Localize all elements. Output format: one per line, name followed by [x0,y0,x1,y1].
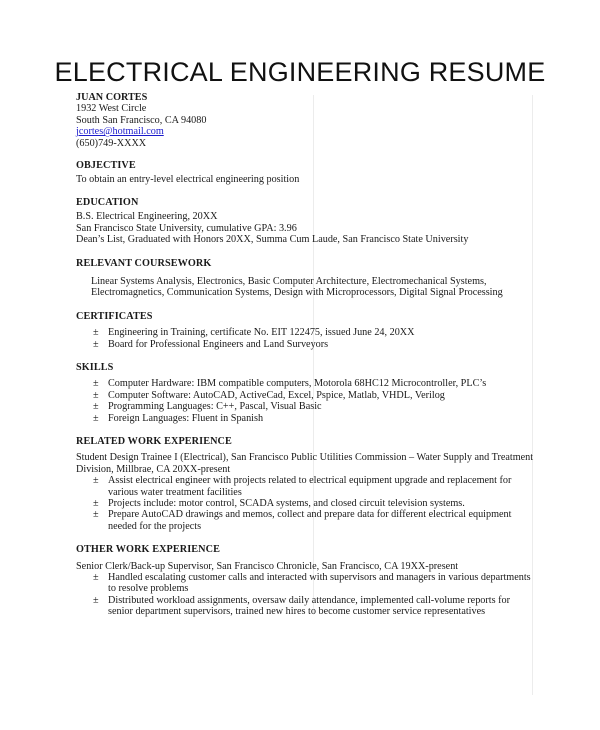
list-item: ± Prepare AutoCAD drawings and memos, collect and prepare data for different electrical equipment needed for the projects [93,509,512,532]
other-experience-section [76,544,546,617]
page-title: ELECTRICAL ENGINEERING RESUME [54,57,546,87]
job-title-line: Division, Millbrae, CA 20XX-present [76,463,231,475]
skills-section [76,362,546,424]
other-experience-heading: OTHER WORK EXPERIENCE [76,544,220,556]
list-item: ± Foreign Languages: Fluent in Spanish [93,412,264,424]
bullet-glyph: ± [93,401,99,413]
education-heading: EDUCATION [76,196,139,208]
list-item: ± Assist electrical engineer with projects related to electrical equipment upgrade and replacement for various water treatment facilities [93,475,512,498]
bullet-glyph: ± [93,412,99,424]
education-line: San Francisco State University, cumulative GPA: 3.96 [76,222,297,234]
contact-block [76,92,546,149]
list-item: ± Computer Software: AutoCAD, ActiveCad, Excel, Pspice, Matlab, VHDL, Verilog [93,389,445,401]
bullet-glyph: ± [93,338,99,350]
coursework-line: Linear Systems Analysis, Electronics, Basic Computer Architecture, Electromechanical Systems, [91,275,487,287]
coursework-heading: RELEVANT COURSEWORK [76,258,212,270]
objective-text: To obtain an entry-level electrical engineering position [76,174,300,186]
certificates-section [76,311,546,350]
bullet-glyph: ± [93,327,99,339]
bullet-glyph: ± [93,572,99,583]
job-title-line: Student Design Trainee I (Electrical), San Francisco Public Utilities Commission – Water Supply and Treatment [76,452,534,464]
resume-content [76,92,546,618]
contact-address-line2: South San Francisco, CA 94080 [76,114,207,126]
contact-address-line1: 1932 West Circle [76,103,147,115]
bullet-glyph: ± [93,594,99,606]
bullet-glyph: ± [93,509,99,521]
coursework-section [76,258,546,298]
list-item: ± Board for Professional Engineers and Land Surveyors [93,338,329,350]
education-line: Dean’s List, Graduated with Honors 20XX, Summa Cum Laude, San Francisco State University [76,234,469,246]
list-item: ± Distributed workload assignments, oversaw daily attendance, implemented call-volume reports for senior department supervisors, trained new hires to become customer service representatives [93,594,511,618]
contact-phone: (650)749-XXXX [76,137,147,149]
list-item: ± Programming Languages: C++, Pascal, Visual Basic [93,401,322,413]
related-experience-heading: RELATED WORK EXPERIENCE [76,435,232,447]
objective-heading: OBJECTIVE [76,160,136,172]
skills-heading: SKILLS [76,361,114,373]
bullet-glyph: ± [93,497,99,509]
certificates-heading: CERTIFICATES [76,310,153,322]
bullet-glyph: ± [93,475,99,487]
education-line: B.S. Electrical Engineering, 20XX [76,211,218,223]
list-item: ± Engineering in Training, certificate No. EIT 122475, issued June 24, 20XX [93,327,415,339]
education-section [76,197,546,246]
related-experience-section [76,436,546,532]
job-title-line: Senior Clerk/Back-up Supervisor, San Francisco Chronicle, San Francisco, CA 19XX-present [76,560,459,572]
list-item: ± Handled escalating customer calls and interacted with supervisors and managers in various departments to resolve problems [93,572,531,595]
contact-email-link[interactable]: jcortes@hotmail.com [76,126,164,138]
list-item: ± Projects include: motor control, SCADA systems, and closed circuit television systems. [93,497,465,509]
bullet-glyph: ± [93,378,99,390]
list-item: ± Computer Hardware: IBM compatible computers, Motorola 68HC12 Microcontroller, PLC’s [93,378,487,390]
contact-name: JUAN CORTES [76,92,148,103]
bullet-glyph: ± [93,389,99,401]
objective-section [76,160,546,186]
coursework-line: Electromagnetics, Communication Systems, Design with Microprocessors, Digital Signal Processing [91,287,503,299]
